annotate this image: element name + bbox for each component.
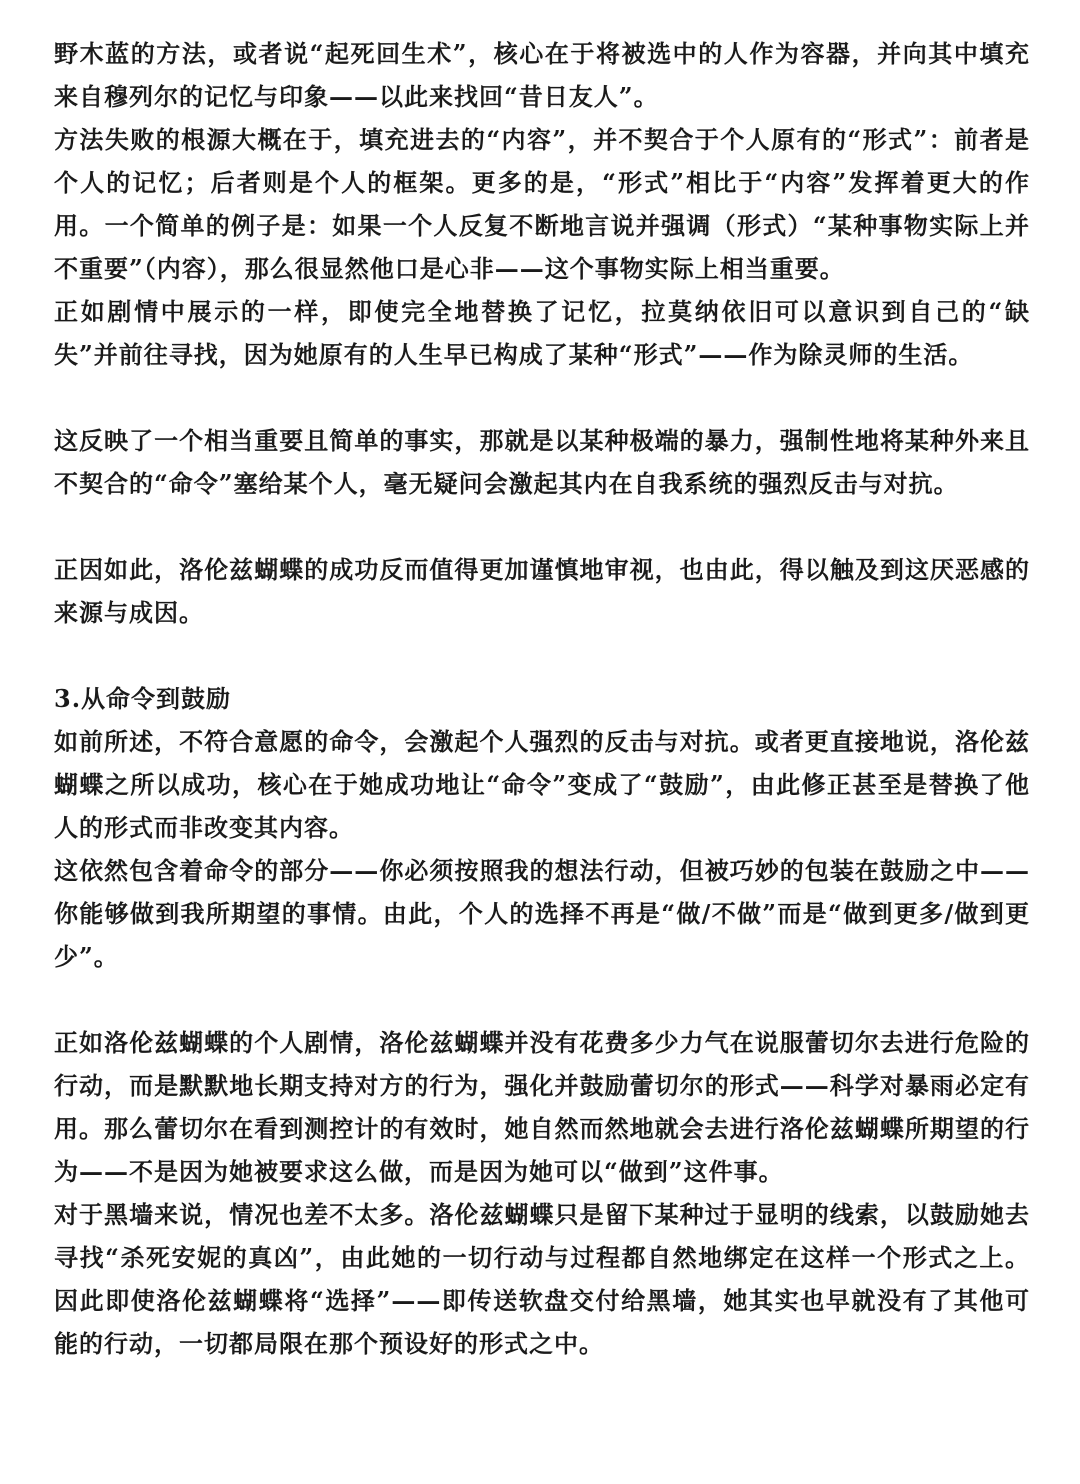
paragraph-spacer bbox=[54, 634, 1030, 677]
paragraph-spacer bbox=[54, 505, 1030, 548]
paragraph-3: 正如剧情中展示的一样，即使完全地替换了记忆，拉莫纳依旧可以意识到自己的“缺失”并前往寻找，因为她原有的人生早已构成了某种“形式”——作为除灵师的生活。 bbox=[54, 297, 1030, 369]
paragraph-4: 这反映了一个相当重要且简单的事实，那就是以某种极端的暴力，强制性地将某种外来且不契合的“命令”塞给某个人，毫无疑问会激起其内在自我系统的强烈反击与对抗。 bbox=[54, 426, 1030, 498]
paragraph-6: 如前所述，不符合意愿的命令，会激起个人强烈的反击与对抗。或者更直接地说，洛伦兹蝴蝶之所以成功，核心在于她成功地让“命令”变成了“鼓励”，由此修正甚至是替换了他人的形式而非改变其内容。 bbox=[54, 727, 1030, 842]
paragraph-spacer bbox=[54, 376, 1030, 419]
paragraph-1: 野木蓝的方法，或者说“起死回生术”，核心在于将被选中的人作为容器，并向其中填充来自穆列尔的记忆与印象——以此来找回“昔日友人”。 bbox=[54, 39, 1030, 111]
paragraph-9: 对于黑墙来说，情况也差不太多。洛伦兹蝴蝶只是留下某种过于显明的线索，以鼓励她去寻找“杀死安妮的真凶”，由此她的一切行动与过程都自然地绑定在这样一个形式之上。因此即使洛伦兹蝴蝶将“选择”——即传送软盘交付给黑墙，她其实也早就没有了其他可能的行动，一切都局限在那个预设好的形式之中。 bbox=[54, 1200, 1030, 1358]
section-heading: 3.从命令到鼓励 bbox=[54, 684, 232, 713]
paragraph-8: 正如洛伦兹蝴蝶的个人剧情，洛伦兹蝴蝶并没有花费多少力气在说服蕾切尔去进行危险的行动，而是默默地长期支持对方的行为，强化并鼓励蕾切尔的形式——科学对暴雨必定有用。那么蕾切尔在看到测控计的有效时，她自然而然地就会去进行洛伦兹蝴蝶所期望的行为——不是因为她被要求这么做，而是因为她可以“做到”这件事。 bbox=[54, 1028, 1030, 1186]
paragraph-spacer bbox=[54, 978, 1030, 1021]
article-body bbox=[54, 32, 1030, 1365]
paragraph-7: 这依然包含着命令的部分——你必须按照我的想法行动，但被巧妙的包装在鼓励之中——你能够做到我所期望的事情。由此，个人的选择不再是“做/不做”而是“做到更多/做到更少”。 bbox=[54, 856, 1030, 971]
paragraph-5: 正因如此，洛伦兹蝴蝶的成功反而值得更加谨慎地审视，也由此，得以触及到这厌恶感的来源与成因。 bbox=[54, 555, 1030, 627]
paragraph-2: 方法失败的根源大概在于，填充进去的“内容”，并不契合于个人原有的“形式”：前者是个人的记忆；后者则是个人的框架。更多的是，“形式”相比于“内容”发挥着更大的作用。一个简单的例子是：如果一个人反复不断地言说并强调（形式）“某种事物实际上并不重要”（内容），那么很显然他口是心非——这个事物实际上相当重要。 bbox=[54, 125, 1030, 283]
